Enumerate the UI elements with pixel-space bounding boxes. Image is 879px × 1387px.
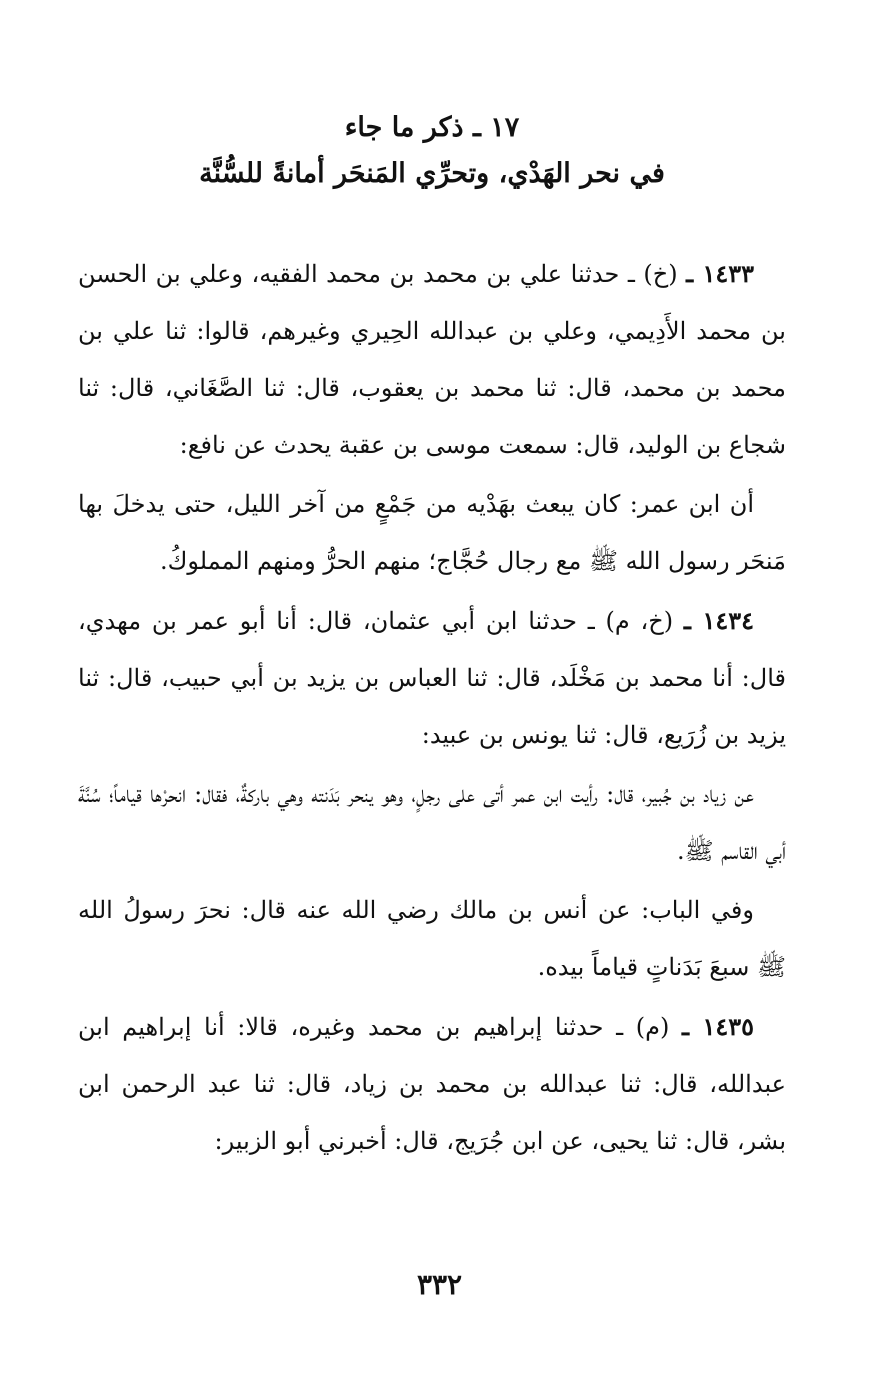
chapter-title: ذكر ما جاء: [344, 112, 464, 143]
hadith-number: ١٤٣٤ ـ: [683, 606, 754, 635]
page-number: ٣٣٢: [416, 1268, 463, 1301]
chapter-heading: [78, 105, 786, 151]
hadith-text: (خ، م) ـ حدثنا ابن أبي عثمان، قال: أنا أبو عمر بن مهدي، قال: أنا محمد بن مَخْلَد، قال: ثنا العباس بن يزيد بن أبي حبيب، قال: ثنا يزيد بن زُرَيع، قال: ثنا يونس بن عبيد:: [78, 607, 786, 749]
hadith-1433-matn: أن ابن عمر: كان يبعث بهَدْيه من جَمْعٍ من آخر الليل، حتى يدخلَ بها مَنحَر رسول الله ﷺ مع رجال حُجَّاج؛ منهم الحرُّ ومنهم المملوكُ.: [78, 490, 786, 575]
hadith-text: (م) ـ حدثنا إبراهيم بن محمد وغيره، قالا: أنا إبراهيم ابن عبدالله، قال: ثنا عبدالله بن محمد بن زياد، قال: ثنا عبد الرحمن ابن بشر، قال: ثنا يحيى، عن ابن جُرَيج، قال: أخبرني أبو الزبير:: [78, 1013, 786, 1155]
hadith-1435-isnad: [78, 998, 786, 1170]
hadith-1434-isnad: [78, 592, 786, 764]
bab-note: وفي الباب: عن أنس بن مالك رضي الله عنه قال: نحرَ رسولُ الله ﷺ سبعَ بَدَناتٍ قياماً بيده.: [78, 896, 786, 981]
hadith-text: (خ) ـ حدثنا علي بن محمد بن محمد الفقيه، وعلي بن الحسن بن محمد الأَدِيمي، وعلي بن عبدالله الحِيري وغيرهم، قالوا: ثنا علي بن محمد بن محمد، قال: ثنا محمد بن يعقوب، قال: ثنا الصَّغَاني، قال: ثنا شجاع بن الوليد، قال: سمعت موسى بن عقبة يحدث عن نافع:: [78, 260, 786, 459]
hadith-1434-matn: عن زياد بن جُبير، قال: رأيت ابن عمر أتى على رجلٍ، وهو ينحر بَدَنته وهي باركةٌ، فقال: انحرْها قياماً؛ سُنَّةَ أبي القاسم ﷺ.: [78, 780, 786, 865]
hadith-number: ١٤٣٣ ـ: [686, 259, 754, 288]
hadith-1433-isnad: [78, 245, 786, 474]
hadith-number: ١٤٣٥ ـ: [682, 1012, 754, 1041]
chapter-subtitle: في نحر الهَدْي، وتحرِّي المَنحَر أمانةً للسُّنَّة: [199, 158, 665, 189]
chapter-number: ١٧ ـ: [472, 112, 520, 143]
